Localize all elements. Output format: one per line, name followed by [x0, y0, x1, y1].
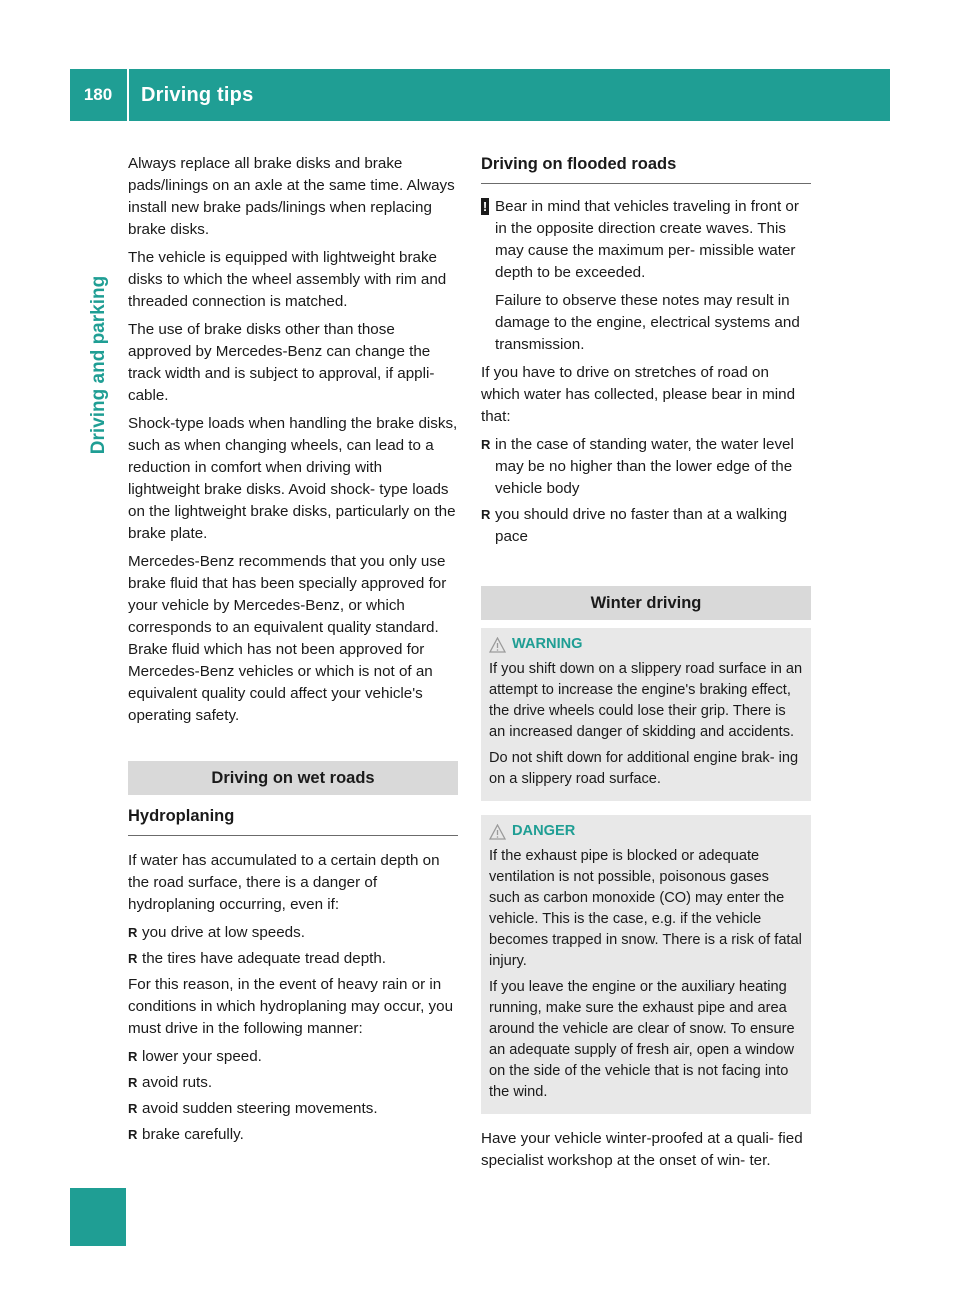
side-tab-label: Driving and parking: [88, 275, 109, 455]
list-item: [128, 1098, 458, 1120]
warning-text: If you shift down on a slippery road surface in an attempt to increase the engine's braking effect, the drive wheels could lose their grip. There is an increased danger of skidding and accidents.: [489, 661, 803, 740]
warning-title: WARNING: [512, 636, 583, 652]
paragraph: If water has accumulated to a certain depth on the road surface, there is a danger of hydroplaning occurring, even if:: [128, 852, 440, 913]
flooded-roads-heading: Driving on flooded roads: [481, 153, 811, 184]
paragraph: If you have to drive on stretches of road on which water has collected, please bear in mind that:: [481, 364, 796, 425]
warning-triangle-icon: [489, 637, 506, 653]
list-item: [481, 434, 811, 500]
list-item-text: you should drive no faster than at a walking pace: [495, 506, 788, 545]
list-item-text: lower your speed.: [142, 1048, 262, 1065]
notice-icon: !: [482, 199, 488, 214]
list-item-text: brake carefully.: [142, 1126, 244, 1143]
list-item-text: avoid ruts.: [142, 1074, 213, 1091]
list-item: [128, 1072, 458, 1094]
section-title: Driving tips: [141, 84, 254, 106]
danger-text: If the exhaust pipe is blocked or adequate ventilation is not possible, poisonous gases such as carbon monoxide (CO) may enter the vehicle. This is the case, e.g. if the vehicle becomes trapped in snow. There is a risk of fatal injury.: [489, 848, 802, 969]
danger-title: DANGER: [512, 823, 576, 839]
notice-text: Failure to observe these notes may result in damage to the engine, electrical systems and transmission.: [495, 292, 800, 353]
bullet-icon: R: [128, 1127, 138, 1142]
danger-box: [481, 815, 811, 1114]
list-item-text: you drive at low speeds.: [142, 924, 305, 941]
left-column: [128, 153, 458, 1150]
hydroplaning-heading: Hydroplaning: [128, 805, 458, 836]
danger-title-row: [489, 821, 803, 842]
wet-roads-heading: Driving on wet roads: [128, 761, 458, 795]
paragraph: Mercedes-Benz recommends that you only use brake fluid that has been specially approved for your vehicle by Mercedes-Benz, or which corresponds to an equivalent quality standard. Brake fluid which has not been approved for Mercedes-Benz vehicles or which is not of an equivalent quality could affect your vehicle's operating safety.: [128, 553, 447, 724]
bullet-icon: R: [128, 1101, 138, 1116]
danger-text: If you leave the engine or the auxiliary heating running, make sure the exhaust pipe and area around the vehicle are clear of snow. To ensure an adequate supply of fresh air, open a window on the side of the vehicle that is not facing into the wind.: [489, 979, 795, 1100]
list-item: [128, 1046, 458, 1068]
bullet-icon: R: [128, 1075, 138, 1090]
paragraph: Always replace all brake disks and brake pads/linings on an axle at the same time. Always install new brake pads/linings when replacing brake disks.: [128, 155, 455, 238]
bullet-icon: R: [128, 951, 138, 966]
bullet-icon: R: [128, 925, 138, 940]
paragraph: Have your vehicle winter-proofed at a quali- fied specialist workshop at the onset of win- ter.: [481, 1130, 803, 1169]
danger-triangle-icon: [489, 824, 506, 840]
winter-driving-heading: Winter driving: [481, 586, 811, 620]
side-tab-block: [70, 1188, 126, 1246]
bullet-icon: R: [481, 437, 491, 452]
notice-block: [481, 196, 811, 356]
bullet-icon: R: [481, 507, 491, 522]
list-item-text: avoid sudden steering movements.: [142, 1100, 378, 1117]
list-item: [481, 504, 811, 548]
list-item-text: the tires have adequate tread depth.: [142, 950, 387, 967]
list-item: [128, 922, 458, 944]
warning-title-row: [489, 634, 803, 655]
list-item: [128, 948, 458, 970]
warning-box: [481, 628, 811, 801]
right-column: [481, 153, 811, 1178]
paragraph: The use of brake disks other than those approved by Mercedes-Benz can change the track width and is subject to approval, if appli- cable.: [128, 321, 435, 404]
paragraph: For this reason, in the event of heavy rain or in conditions in which hydroplaning may occur, you must drive in the following manner:: [128, 976, 454, 1037]
list-item-text: in the case of standing water, the water level may be no higher than the lower edge of the vehicle body: [495, 436, 794, 497]
header-divider: [127, 69, 129, 121]
paragraph: The vehicle is equipped with lightweight brake disks to which the wheel assembly with rim and threaded connection is matched.: [128, 249, 447, 310]
page-number: 180: [83, 85, 113, 104]
paragraph: Shock-type loads when handling the brake disks, such as when changing wheels, can lead to a reduction in comfort when driving with lightweight brake disks. Avoid shock- type loads on the lightweight brake disks, particularly on the brake plate.: [128, 415, 458, 542]
warning-text: Do not shift down for additional engine brak- ing on a slippery road surface.: [489, 750, 799, 787]
bullet-icon: R: [128, 1049, 138, 1064]
list-item: [128, 1124, 458, 1146]
notice-text: Bear in mind that vehicles traveling in front or in the opposite direction create waves. This may cause the maximum per- missible water depth to be exceeded.: [495, 198, 799, 281]
